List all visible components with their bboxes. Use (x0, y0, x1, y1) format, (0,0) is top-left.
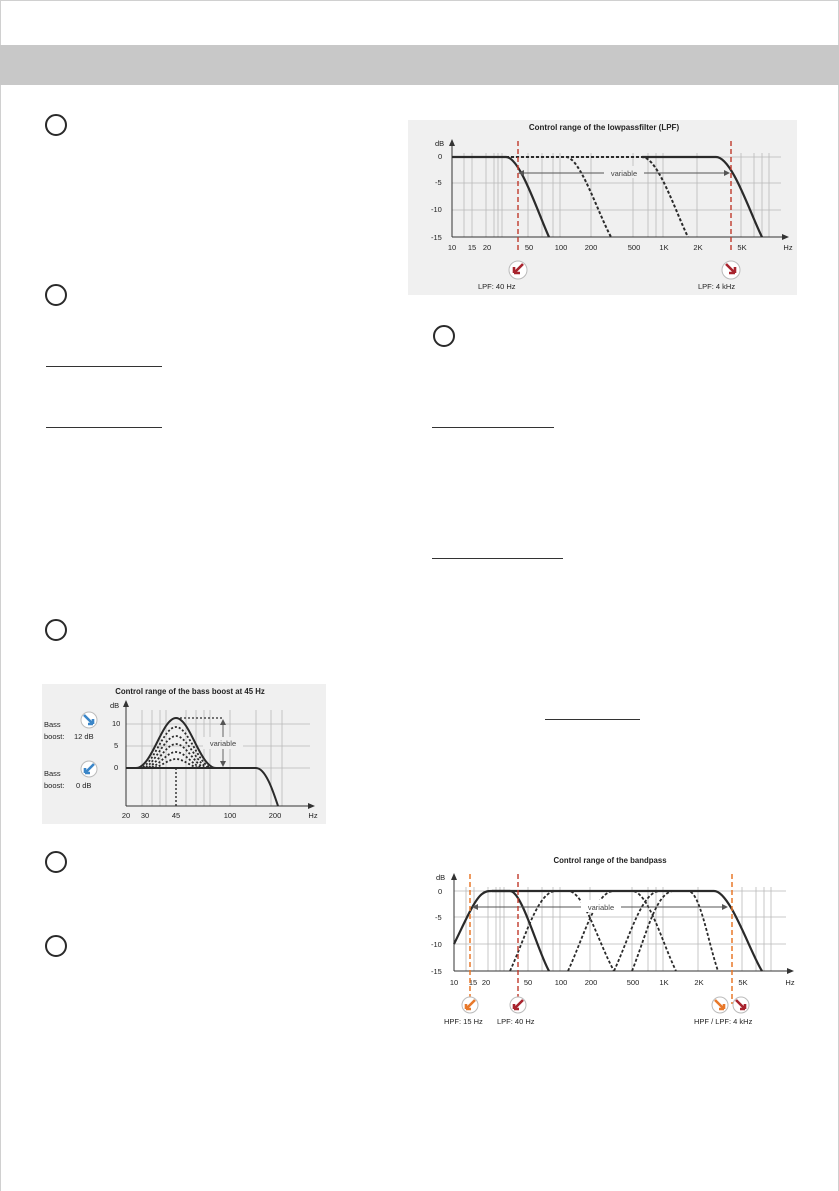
grid (454, 887, 786, 971)
heading-underline (432, 427, 554, 428)
bass-boost-graph-svg (42, 684, 326, 824)
x-tick-label: 2K (694, 978, 704, 987)
x-tick-label: 20 (482, 243, 492, 252)
x-tick-label: 50 (523, 978, 533, 987)
variable-label: variable (610, 169, 638, 178)
y-tick-label: 0 (114, 763, 119, 772)
x-unit-label: Hz (785, 978, 795, 987)
heading-underline (545, 719, 640, 720)
bandpass-graph-svg (418, 852, 802, 1032)
variable-arrow-head (722, 904, 728, 910)
y-tick-label: -5 (435, 178, 442, 187)
y-tick-label: 0 (438, 887, 443, 896)
top-rule (0, 0, 839, 1)
x-tick-label: 200 (584, 243, 598, 252)
bass-boost-max-value: 12 dB (74, 732, 94, 741)
y-tick-label: 10 (112, 719, 121, 728)
x-axis-arrow (787, 968, 794, 974)
hpf-marker-label: HPF: 15 Hz (444, 1017, 483, 1026)
section-marker-1 (45, 114, 67, 136)
bass-boost-max-label: Bass (44, 720, 61, 729)
heading-underline (432, 558, 563, 559)
lpf-graph-svg (408, 113, 797, 295)
graph-title: Control range of the lowpassfilter (LPF) (528, 123, 680, 132)
section-marker-2 (45, 284, 67, 306)
variable-label: variable (587, 903, 615, 912)
x-unit-label: Hz (783, 243, 793, 252)
y-unit-label: dB (436, 873, 446, 882)
bass-boost-min-label: boost: (44, 781, 65, 790)
x-tick-label: 10 (449, 978, 459, 987)
y-tick-label: 0 (438, 152, 443, 161)
x-tick-label: 500 (627, 243, 641, 252)
y-unit-label: dB (435, 139, 445, 148)
y-tick-label: -15 (431, 967, 442, 976)
x-tick-label: 45 (171, 811, 181, 820)
x-tick-label: 100 (554, 243, 568, 252)
heading-underline (46, 427, 162, 428)
heading-underline (46, 366, 162, 367)
section-marker-3 (45, 619, 67, 641)
x-tick-label: 500 (626, 978, 640, 987)
variable-label: variable (209, 739, 237, 748)
x-tick-label: 200 (268, 811, 282, 820)
x-tick-label: 100 (223, 811, 237, 820)
section-marker-6 (433, 325, 455, 347)
y-tick-label: 5 (114, 741, 119, 750)
x-tick-label: 15 (467, 243, 477, 252)
x-tick-label: 10 (447, 243, 457, 252)
lpf-marker-label: LPF: 40 Hz (497, 1017, 535, 1026)
bandpass-curve-narrow (454, 891, 549, 971)
x-tick-label: 2K (693, 243, 703, 252)
x-tick-label: 5K (737, 243, 747, 252)
x-tick-label: 20 (481, 978, 491, 987)
bass-boost-min-value: 0 dB (76, 781, 92, 790)
x-unit-label: Hz (308, 811, 318, 820)
left-rule (0, 0, 1, 1191)
y-tick-label: -5 (435, 913, 442, 922)
lpf-graph (408, 113, 797, 295)
bass-boost-max-label: boost: (44, 732, 65, 741)
x-tick-label: 30 (140, 811, 150, 820)
y-tick-label: -10 (431, 940, 442, 949)
y-axis-arrow (451, 873, 457, 880)
x-tick-label: 200 (584, 978, 598, 987)
graph-title: Control range of the bandpass (553, 856, 667, 865)
x-tick-label: 20 (121, 811, 131, 820)
x-tick-label: 1K (659, 243, 669, 252)
marker-label-left: LPF: 40 Hz (478, 282, 516, 291)
graph-title: Control range of the bass boost at 45 Hz (115, 687, 265, 696)
x-tick-label: 50 (524, 243, 534, 252)
x-tick-label: 1K (659, 978, 669, 987)
header-bar (0, 45, 839, 85)
y-tick-label: -15 (431, 233, 442, 242)
bass-boost-graph (42, 684, 326, 824)
section-marker-4 (45, 851, 67, 873)
x-tick-label: 100 (554, 978, 568, 987)
x-tick-label: 15 (468, 978, 478, 987)
y-unit-label: dB (110, 701, 120, 710)
x-tick-label: 5K (738, 978, 748, 987)
section-marker-5 (45, 935, 67, 957)
bass-boost-min-label: Bass (44, 769, 61, 778)
y-tick-label: -10 (431, 205, 442, 214)
marker-label-right: LPF: 4 kHz (698, 282, 736, 291)
bandpass-graph (418, 852, 802, 1032)
hpf-lpf-marker-label: HPF / LPF: 4 kHz (694, 1017, 753, 1026)
